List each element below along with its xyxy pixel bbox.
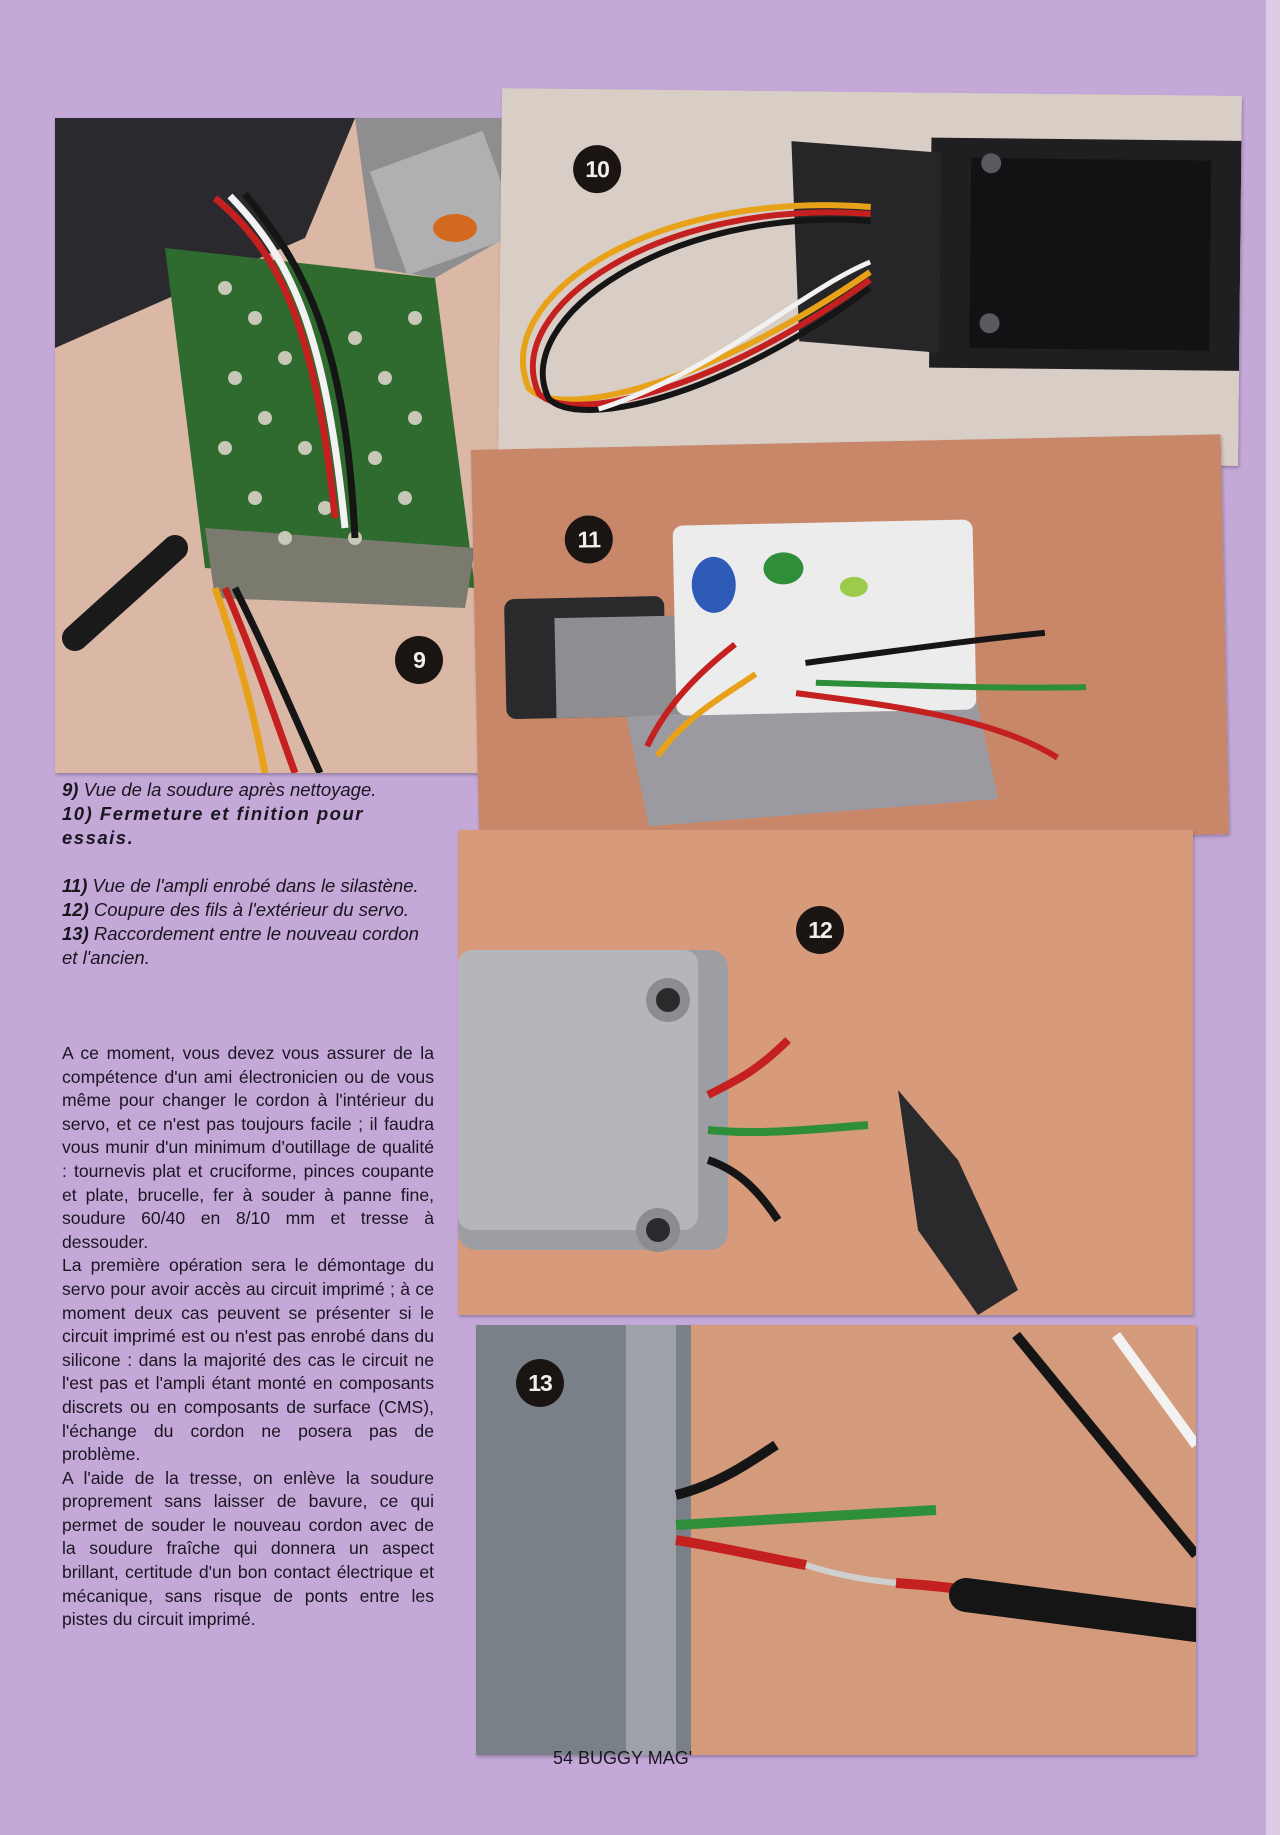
figure-number-12: 12 xyxy=(796,906,844,954)
body-paragraph-2: La première opération sera le démontage du servo pour avoir accès au circuit imprimé ; à ce moment deux cas peuvent se présenter si le circuit imprimé est ou n'est pas enrobé dans du silicone : dans la majorité des cas le circuit ne l'est pas et l'ampli étant monté en composants discrets ou en composants de surface (CMS), l'échange du cordon ne posera pas de problème. xyxy=(62,1255,434,1465)
photo-13-illustration xyxy=(476,1325,1196,1755)
caption-9: 9) Vue de la soudure après nettoyage. xyxy=(62,779,377,800)
photo-9 xyxy=(55,118,525,773)
caption-10: 10) Fermeture et finition pour essais. xyxy=(62,803,364,848)
figure-captions xyxy=(62,778,432,970)
body-paragraph-3: A l'aide de la tresse, on enlève la soudure proprement sans laisser de bavure, ce qui permet de souder le nouveau cordon avec de la soudure fraîche qui donnera un aspect brillant, certitude d'un bon contact électrique et mécanique, sans risque de ponts entre les pistes du circuit imprimé. xyxy=(62,1467,434,1630)
photo-12-illustration xyxy=(458,830,1193,1315)
article-body xyxy=(62,1042,434,1632)
photo-12 xyxy=(458,830,1193,1315)
caption-13: 13) Raccordement entre le nouveau cordon et l'ancien. xyxy=(62,923,419,968)
caption-12: 12) Coupure des fils à l'extérieur du servo. xyxy=(62,899,409,920)
photo-10 xyxy=(498,88,1242,466)
photo-11 xyxy=(471,434,1229,850)
page-folio: 54 BUGGY MAG' xyxy=(553,1748,693,1768)
figure-number-9: 9 xyxy=(395,636,443,684)
photo-9-illustration xyxy=(55,118,525,773)
photo-11-illustration xyxy=(471,434,1229,850)
figure-number-11: 11 xyxy=(564,515,613,564)
body-paragraph-1: A ce moment, vous devez vous assurer de la compétence d'un ami électronicien ou de vous même pour changer le cordon à l'intérieur du servo, et ce n'est pas toujours facile ; il faudra vous munir d'un minimum d'outillage de qualité : tournevis plat et cruciforme, pinces coupante et plate, brucelle, fer à souder à panne fine, soudure 60/40 en 8/10 mm et tresse à dessouder. xyxy=(62,1043,434,1252)
figure-number-13: 13 xyxy=(516,1359,564,1407)
figure-number-10: 10 xyxy=(573,145,622,194)
photo-13 xyxy=(476,1325,1196,1755)
photo-10-illustration xyxy=(498,88,1242,466)
page-edge xyxy=(1266,0,1280,1835)
caption-11: 11) Vue de l'ampli enrobé dans le silastène. xyxy=(62,875,419,896)
